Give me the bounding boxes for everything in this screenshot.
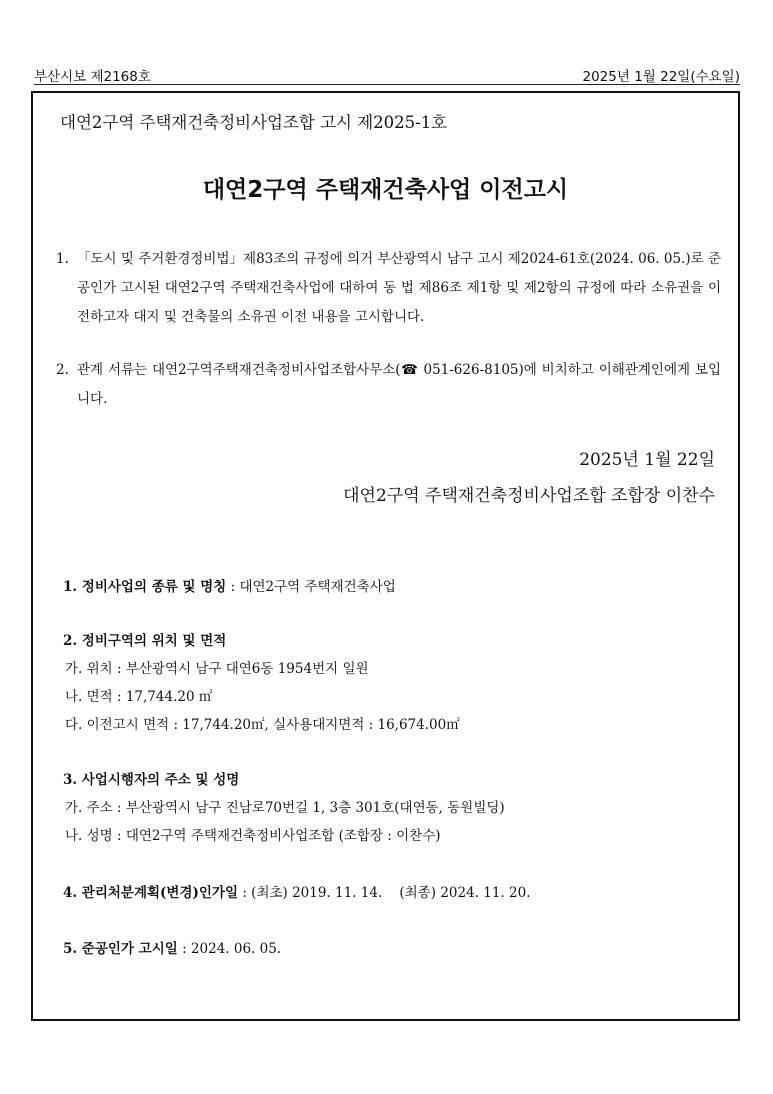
section-3 [63, 766, 713, 850]
section-1: 1. 정비사업의 종류 및 명칭 : 대연2구역 주택재건축사업 [63, 579, 396, 595]
section-title: 1. 정비사업의 종류 및 명칭 [63, 579, 227, 595]
notice-box [31, 91, 740, 1021]
paragraph-number: 1. [56, 251, 69, 267]
page-title: 대연2구역 주택재건축사업 이전고시 [202, 177, 569, 203]
paragraph-text [56, 356, 721, 414]
paragraph-number: 2. [56, 362, 69, 378]
section-5: 5. 준공인가 고시일 : 2024. 06. 05. [63, 941, 282, 957]
paragraph-text-b: 051-626-8105)에 비치하고 이해관계인에게 보입니다. [77, 362, 721, 407]
section-title: 2. 정비구역의 위치 및 면적 [63, 633, 227, 649]
issue-date: 2025년 1월 22일(수요일) [582, 69, 740, 85]
section-value: 대연2구역 주택재건축사업 [239, 579, 396, 595]
section-title: 3. 사업시행자의 주소 및 성명 [63, 772, 240, 788]
gazette-issue: 부산시보 제2168호 [34, 69, 151, 85]
section-title: 4. 관리처분계획(변경)인가일 [63, 885, 239, 901]
section-4: 4. 관리처분계획(변경)인가일 : (최초) 2019. 11. 14. (최종) 2024. 11. 20. [63, 885, 531, 901]
paragraph-1 [56, 245, 721, 332]
paragraph-2 [56, 356, 721, 414]
telephone-icon: ☎ [400, 362, 419, 378]
signer: 대연2구역 주택재건축정비사업조합 조합장 이찬수 [343, 486, 715, 506]
section-value: (최초) 2019. 11. 14. (최종) 2024. 11. 20. [251, 885, 531, 901]
section-2 [63, 627, 713, 739]
section-value: 2024. 06. 05. [190, 941, 282, 957]
section-title: 5. 준공인가 고시일 [63, 941, 178, 957]
notice-date: 2025년 1월 22일 [579, 450, 715, 470]
list-item: 가. 주소 : 부산광역시 남구 진남로70번길 1, 3층 301호(대연동, 동원빌딩) [65, 800, 505, 816]
page-header [34, 64, 740, 85]
list-item: 나. 면적 : 17,744.20 ㎡ [65, 689, 213, 705]
list-item: 가. 위치 : 부산광역시 남구 대연6동 1954번지 일원 [65, 661, 369, 677]
notice-number: 대연2구역 주택재건축정비사업조합 고시 제2025-1호 [60, 113, 448, 132]
list-item: 나. 성명 : 대연2구역 주택재건축정비사업조합 (조합장 : 이찬수) [65, 828, 441, 844]
list-item: 다. 이전고시 면적 : 17,744.20㎡, 실사용대지면적 : 16,674.00㎡ [65, 717, 460, 733]
paragraph-text-a: 관계 서류는 대연2구역주택재건축정비사업조합사무소( [77, 362, 401, 378]
paragraph-text: 「도시 및 주거환경정비법」제83조의 규정에 의거 부산광역시 남구 고시 제2024-61호(2024. 06. 05.)로 준공인가 고시된 대연2구역 주택재건축사업에 대하여 동 법 제86조 제1항 및 제2항의 규정에 따라 소유권을 이전하고자 대지 및 건축물의 소유권 이전 내용을 고시합니다. [77, 251, 721, 325]
